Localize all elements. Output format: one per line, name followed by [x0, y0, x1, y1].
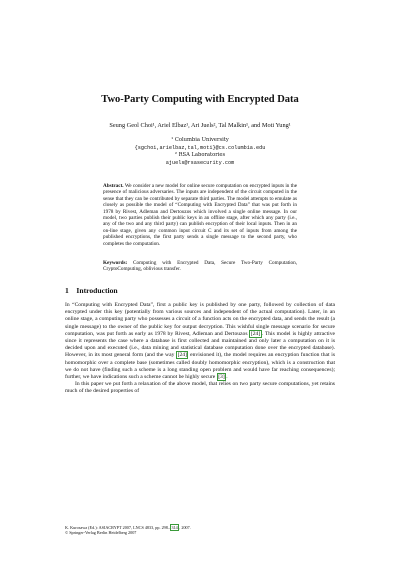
footer-citation: K. Kurosawa (Ed.): ASIACRYPT 2007, LNCS 4833, pp. 298– 314 , 2007.: [65, 525, 191, 530]
abstract-text: We consider a new model for online secure computation on encrypted inputs in the presence of malicious adversaries. The inputs are independent of the circuit computed in the sense that they can be contributed by separate third parties. The model attempts to emulate as closely as possible the model of “Computing with Encrypted Data” that was put forth in 1978 by Rivest, Adleman and Dertouzos which involved a single online message. In our model, two parties publish their public keys in an offline stage, after which any party (i.e., any of the two and any third party) can publish encryption of their local inputs. Then in an on-line stage, given any common input circuit C and its set of inputs from among the published encryptions, the first party sends a single message to the second party, who completes the computation.: [103, 183, 298, 247]
page-footer: [65, 525, 335, 536]
citation-link[interactable]: [3]: [218, 374, 225, 381]
section-title: Introduction: [76, 286, 118, 295]
affiliation-columbia: ¹ Columbia University: [171, 137, 229, 143]
footer-copyright: © Springer-Verlag Berlin Heidelberg 2007: [65, 530, 137, 536]
affiliations: [0, 137, 400, 167]
keywords: [103, 260, 297, 273]
section-heading: [65, 286, 335, 295]
email-columbia[interactable]: {sgchoi,arielbaz,tal,moti}@cs.columbia.edu: [134, 144, 266, 151]
page-range-link[interactable]: 314: [171, 525, 178, 530]
citation-link[interactable]: [24]: [177, 352, 187, 359]
paper-title: Two-Party Computing with Encrypted Data: [101, 94, 299, 105]
citation-link[interactable]: [24]: [250, 330, 261, 337]
abstract-label: Abstract.: [103, 183, 124, 189]
keywords-label: Keywords:: [103, 260, 128, 266]
abstract: [103, 183, 297, 247]
keywords-text: Computing with Encrypted Data, Secure Two-Party Computation, CryptoComputing, oblivious transfer.: [103, 260, 297, 273]
email-rsa[interactable]: ajuels@rsasecurity.com: [165, 159, 235, 166]
paragraph-1: In “Computing with Encrypted Data”, first a public key is published by one party, followed by collection of data encrypted under this key (potentially from various sources and independent of the actual computation). Later, in an online stage, a computing party who possesses a circuit of a function acts on the encrypted data, and sends the result (a single message) to the owner of the public key for output decryption. This wishful single message scenario for secure computation, was put forth as early as 1978 by Rivest, Adleman and Dertouzos [24] . This model is highly attractive since it represents the case where a database is first collected and maintained and only later a computation on it is decided upon and executed (i.e., data mining and statistical database computation done over the encrypted database). However, in its most general form (and the way [24] envisioned it), the model requires an encryption function that is homomorphic over a complete base (sometimes called doubly homomorphic encryption), which is a construction that we do not have (finding such a scheme is a long standing open problem and would have far reaching consequences); further, we have indications such a scheme cannot be highly secure [3] .: [65, 302, 336, 381]
section-number: 1: [65, 286, 69, 295]
author-list: Seung Geol Choi¹, Ariel Elbaz¹, Ari Juels², Tal Malkin¹, and Moti Yung¹: [109, 122, 291, 129]
paragraph-2: In this paper we put forth a relaxation of the above model, that relies on two party secure computations, yet retains much of the desired properties of: [65, 381, 335, 395]
affiliation-rsa: ² RSA Laboratories: [174, 152, 226, 159]
body-text: [65, 302, 335, 396]
